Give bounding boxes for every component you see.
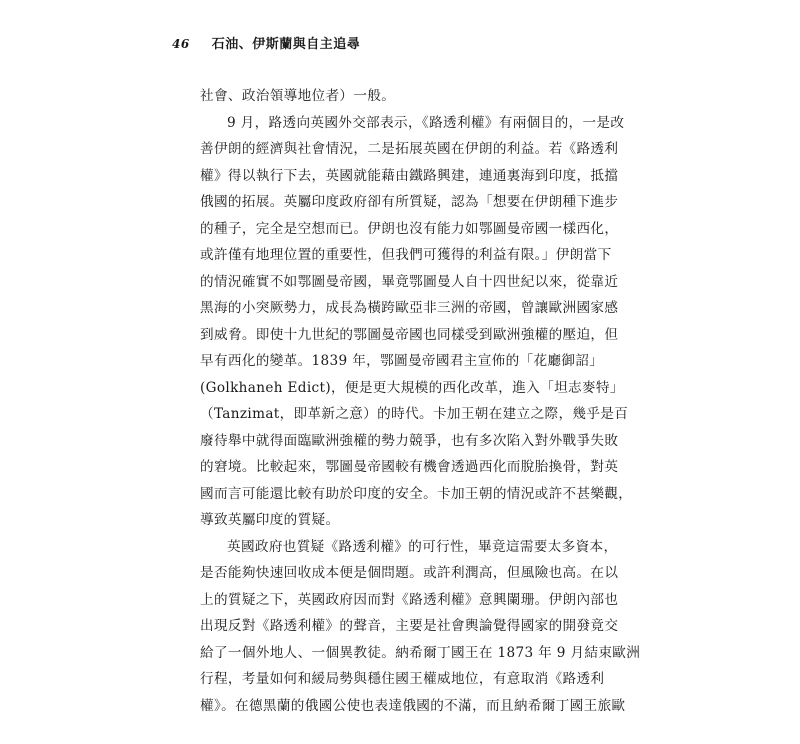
text-line: 或許僅有地理位置的重要性，但我們可獲得的利益有限。」伊朗當下 bbox=[200, 247, 612, 263]
text-line: 的情況確實不如鄂圖曼帝國，畢竟鄂圖曼人自十四世紀以來，從靠近 bbox=[200, 273, 619, 290]
running-head bbox=[172, 33, 360, 51]
text-line: 是否能夠快速回收成本便是個問題。或許利潤高，但風險也高。在以 bbox=[200, 565, 619, 581]
text-line: 9 月，路透向英國外交部表示，《路透利權》有兩個目的，一是改 bbox=[227, 114, 625, 131]
text-line: 英國政府也質疑《路透利權》的可行性，畢竟這需要太多資本， bbox=[227, 538, 618, 555]
text-line: 到威脅。即使十九世紀的鄂圖曼帝國也同樣受到歐洲強權的壓迫，但 bbox=[200, 326, 619, 343]
text-line: 上的質疑之下，英國政府因而對《路透利權》意興闌珊。伊朗內部也 bbox=[200, 591, 619, 608]
text-line: 的種子，完全是空想而已。伊朗也沒有能力如鄂圖曼帝國一樣西化， bbox=[200, 220, 619, 237]
body-text bbox=[200, 83, 641, 719]
text-line: 權》。在德黑蘭的俄國公使也表達俄國的不滿，而且納希爾丁國王旅歐 bbox=[200, 697, 626, 714]
text-line: 黑海的小突厥勢力，成長為橫跨歐亞非三洲的帝國，曾讓歐洲國家感 bbox=[200, 300, 619, 316]
text-line: 俄國的拓展。英屬印度政府卻有所質疑，認為「想要在伊朗種下進步 bbox=[200, 194, 619, 210]
text-line: 善伊朗的經濟與社會情況，二是拓展英國在伊朗的利益。若《路透利 bbox=[200, 141, 619, 157]
book-title: 石油、伊斯蘭與自主追尋 bbox=[211, 37, 361, 52]
text-line: 早有西化的變革。1839 年，鄂圖曼帝國君主宣佈的「花廳御詔」 bbox=[200, 353, 604, 369]
text-line: 社會、政治領導地位者）一般。 bbox=[200, 88, 396, 104]
text-line: 權》得以執行下去，英國就能藉由鐵路興建，連通裏海到印度，抵擋 bbox=[200, 167, 619, 184]
text-line: 的窘境。比較起來，鄂圖曼帝國較有機會透過西化而脫胎換骨，對英 bbox=[200, 459, 619, 475]
text-line: 導致英屬印度的質疑。 bbox=[200, 512, 340, 528]
text-line: 行程，考量如何和緩局勢與穩住國王權威地位，有意取消《路透利 bbox=[200, 671, 605, 687]
page-number: 46 bbox=[172, 37, 190, 51]
text-line: 國而言可能還比較有助於印度的安全。卡加王朝的情況或許不甚樂觀， bbox=[200, 485, 633, 502]
text-line: 給了一個外地人、一個異教徒。納希爾丁國王在 1873 年 9 月結束歐洲 bbox=[200, 644, 641, 661]
text-line: 廢待舉中就得面臨歐洲強權的勢力競爭，也有多次陷入對外戰爭失敗 bbox=[200, 432, 619, 449]
text-line: (Golkhaneh Edict)，便是更大規模的西化改革，進入「坦志麥特」 bbox=[200, 379, 624, 396]
text-line: 出現反對《路透利權》的聲音，主要是社會輿論覺得國家的開發竟交 bbox=[200, 618, 619, 634]
text-line: （Tanzimat，即革新之意）的時代。卡加王朝在建立之際，幾乎是百 bbox=[200, 406, 629, 422]
